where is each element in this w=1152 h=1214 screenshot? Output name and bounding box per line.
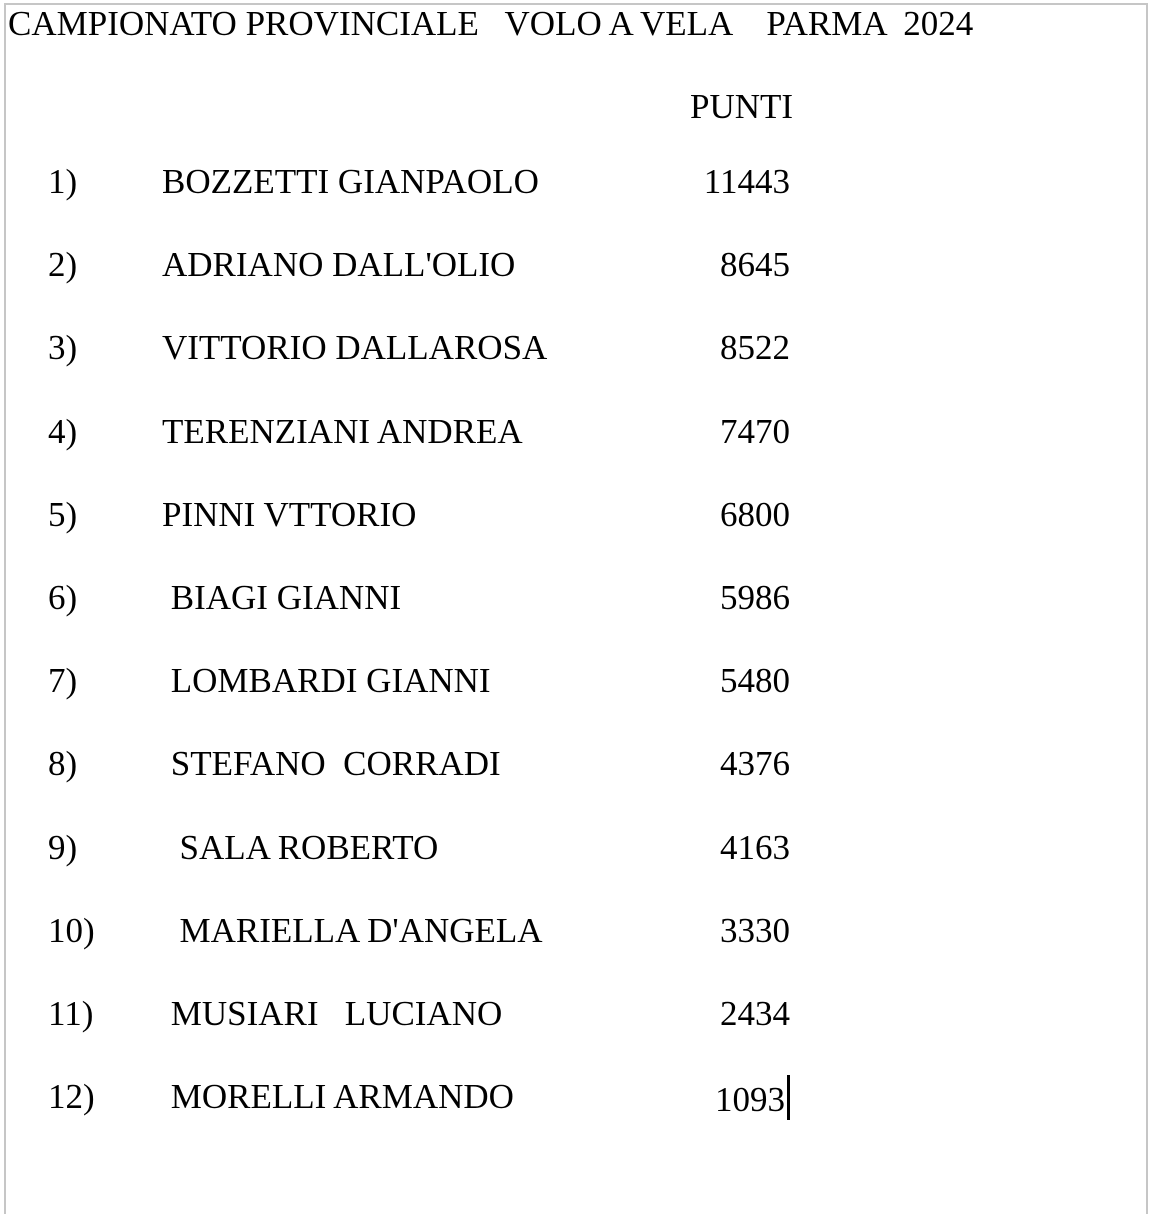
document-title[interactable]: CAMPIONATO PROVINCIALE VOLO A VELA PARMA 2024 [8, 4, 974, 43]
standings-row[interactable] [6, 992, 1146, 1036]
rank-label[interactable]: 2) [48, 245, 78, 284]
points-value[interactable]: 2434 [720, 994, 790, 1033]
standings-row[interactable] [6, 493, 1146, 537]
points-value[interactable]: 8645 [720, 245, 790, 284]
standings-row[interactable] [6, 410, 1146, 454]
pilot-name[interactable]: STEFANO CORRADI [162, 744, 501, 783]
pilot-name[interactable]: VITTORIO DALLAROSA [162, 328, 548, 367]
points-value[interactable]: 5986 [720, 578, 790, 617]
points-cell[interactable] [560, 1075, 790, 1122]
standings-row[interactable] [6, 1075, 1146, 1119]
standings-row[interactable] [6, 160, 1146, 204]
rank-label[interactable]: 1) [48, 162, 78, 201]
points-value[interactable]: 8522 [720, 328, 790, 367]
rank-label[interactable]: 9) [48, 828, 78, 867]
points-value[interactable]: 1093 [715, 1080, 785, 1119]
points-value[interactable]: 7470 [720, 412, 790, 451]
text-cursor [787, 1075, 790, 1120]
points-column-header[interactable]: PUNTI [690, 87, 794, 126]
document-page[interactable] [4, 3, 1148, 1214]
points-value[interactable]: 11443 [703, 162, 790, 201]
points-value[interactable]: 5480 [720, 661, 790, 700]
pilot-name[interactable]: PINNI VTTORIO [162, 495, 417, 534]
standings-row[interactable] [6, 576, 1146, 620]
rank-label[interactable]: 7) [48, 661, 78, 700]
pilot-name[interactable]: MUSIARI LUCIANO [162, 994, 503, 1033]
rank-label[interactable]: 10) [48, 911, 95, 950]
pilot-name[interactable]: TERENZIANI ANDREA [162, 412, 523, 451]
pilot-name[interactable]: BOZZETTI GIANPAOLO [162, 162, 539, 201]
pilot-name[interactable]: MORELLI ARMANDO [162, 1077, 514, 1116]
pilot-name[interactable]: MARIELLA D'ANGELA [162, 911, 543, 950]
rank-label[interactable]: 4) [48, 412, 78, 451]
pilot-name[interactable]: SALA ROBERTO [162, 828, 439, 867]
points-value[interactable]: 3330 [720, 911, 790, 950]
rank-label[interactable]: 5) [48, 495, 78, 534]
pilot-name[interactable]: BIAGI GIANNI [162, 578, 402, 617]
standings-row[interactable] [6, 659, 1146, 703]
standings-row[interactable] [6, 243, 1146, 287]
standings-row[interactable] [6, 742, 1146, 786]
rank-label[interactable]: 11) [48, 994, 94, 1033]
pilot-name[interactable]: LOMBARDI GIANNI [162, 661, 491, 700]
standings-row[interactable] [6, 909, 1146, 953]
points-value[interactable]: 4163 [720, 828, 790, 867]
rank-label[interactable]: 8) [48, 744, 78, 783]
rank-label[interactable]: 3) [48, 328, 78, 367]
rank-label[interactable]: 12) [48, 1077, 95, 1116]
points-value[interactable]: 6800 [720, 495, 790, 534]
points-value[interactable]: 4376 [720, 744, 790, 783]
rank-label[interactable]: 6) [48, 578, 78, 617]
standings-row[interactable] [6, 826, 1146, 870]
standings-row[interactable] [6, 326, 1146, 370]
pilot-name[interactable]: ADRIANO DALL'OLIO [162, 245, 516, 284]
